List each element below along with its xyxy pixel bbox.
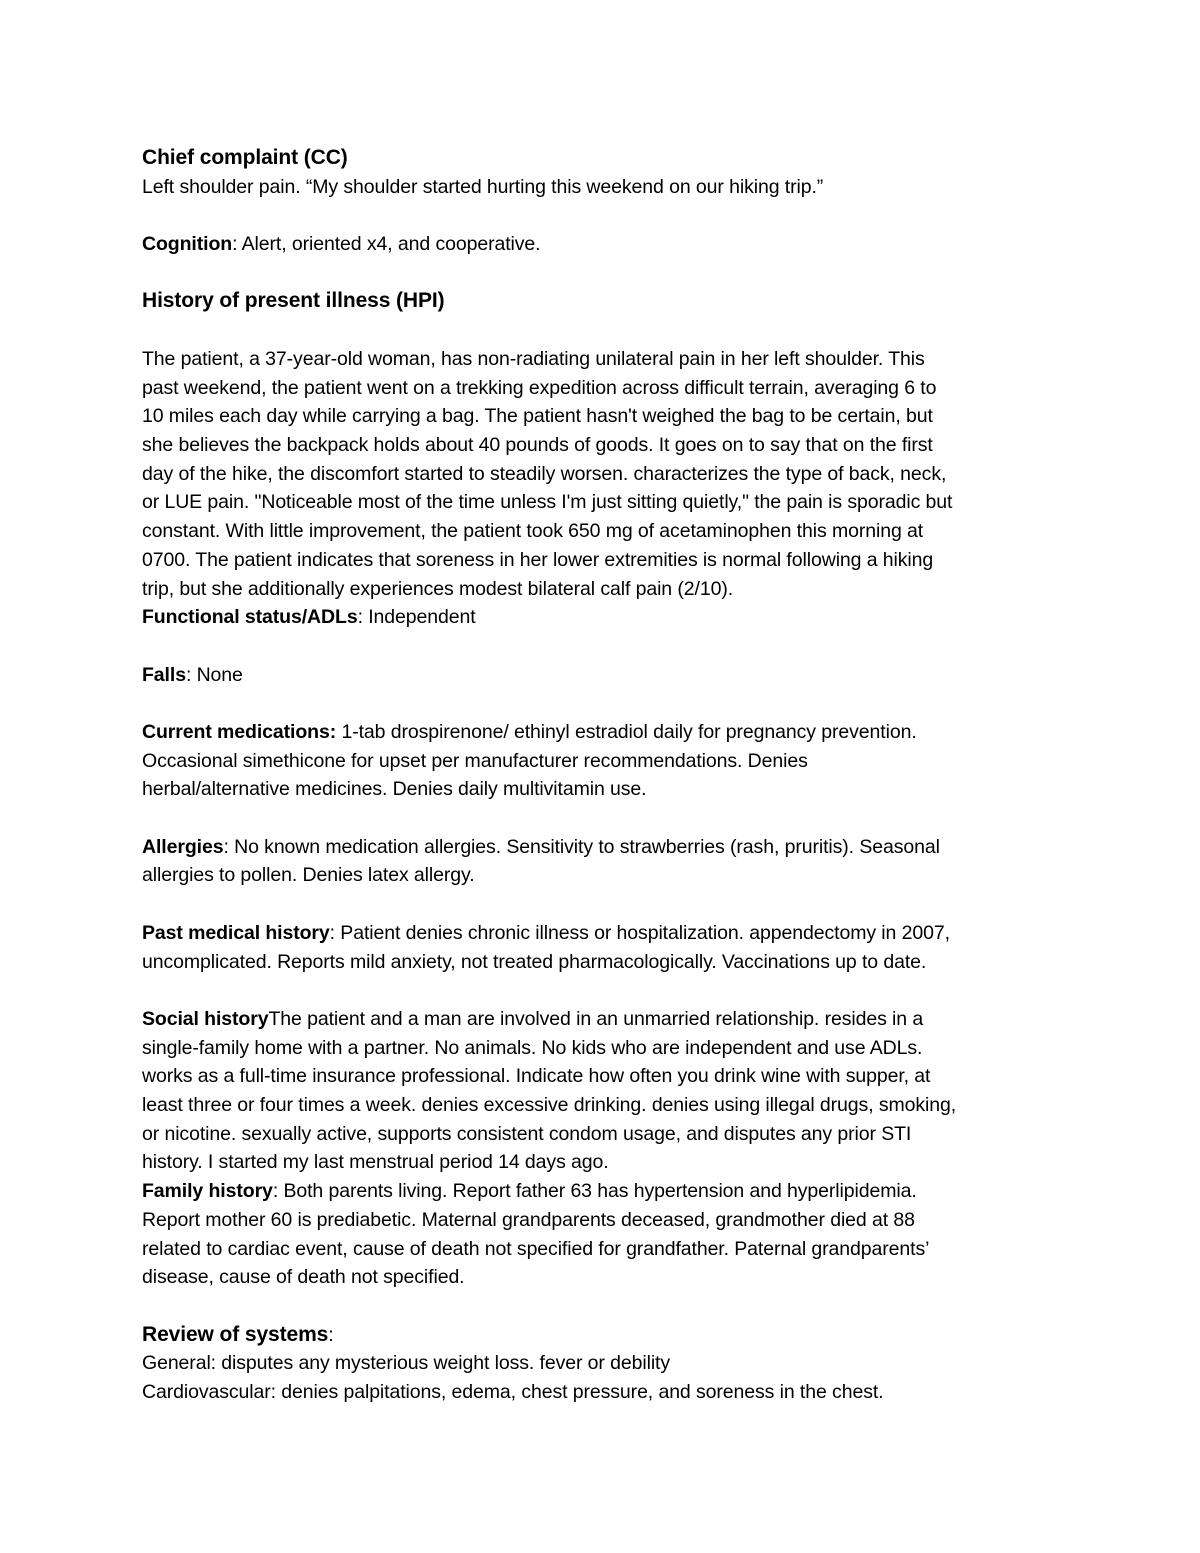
family-history-line [142, 1177, 1062, 1206]
hpi-line: or LUE pain. "Noticeable most of the time unless I'm just sitting quietly," the pain is sporadic but [142, 491, 953, 514]
review-of-systems-general: General: disputes any mysterious weight loss. fever or debility [142, 1352, 671, 1375]
chief-complaint-heading: Chief complaint (CC) [142, 146, 348, 169]
allergies-text: : No known medication allergies. Sensitivity to strawberries (rash, pruritis). Seasonal [223, 835, 940, 858]
past-medical-history-text: : Patient denies chronic illness or hospitalization. appendectomy in 2007, [329, 921, 950, 944]
review-of-systems-heading-line [142, 1321, 1062, 1350]
hpi-line: 10 miles each day while carrying a bag. The patient hasn't weighed the bag to be certain, but [142, 405, 933, 428]
social-history-continued: works as a full-time insurance professional. Indicate how often you drink wine with supper, at [142, 1065, 931, 1088]
family-history-continued: Report mother 60 is prediabetic. Maternal grandparents deceased, grandmother died at 88 [142, 1208, 915, 1231]
chief-complaint-text: Left shoulder pain. “My shoulder started hurting this weekend on our hiking trip.” [142, 175, 824, 198]
family-history-continued: related to cardiac event, cause of death not specified for grandfather. Paternal grandparents’ [142, 1237, 930, 1260]
past-medical-history-continued: uncomplicated. Reports mild anxiety, not treated pharmacologically. Vaccinations up to date. [142, 950, 927, 973]
review-of-systems-heading: Review of systems [142, 1322, 329, 1346]
functional-status-line [142, 603, 1062, 632]
spacer [142, 689, 1062, 718]
functional-status-label: Functional status/ADLs [142, 606, 358, 629]
hpi-line: day of the hike, the discomfort started to steadily worsen. characterizes the type of back, neck, [142, 462, 947, 485]
allergies-label: Allergies [142, 835, 224, 858]
medications-text: 1-tab drospirenone/ ethinyl estradiol daily for pregnancy prevention. [336, 720, 917, 743]
spacer [142, 976, 1062, 1005]
social-history-continued: least three or four times a week. denies excessive drinking. denies using illegal drugs, smoking, [142, 1094, 957, 1117]
medications-continued: Occasional simethicone for upset per manufacturer recommendations. Denies [142, 749, 808, 772]
spacer [142, 259, 1062, 288]
medications-line [142, 718, 1062, 747]
allergies-line [142, 833, 1062, 862]
past-medical-history-line [142, 919, 1062, 948]
social-history-continued: history. I started my last menstrual period 14 days ago. [142, 1151, 609, 1174]
spacer [142, 632, 1062, 661]
review-of-systems-cardiovascular: Cardiovascular: denies palpitations, edema, chest pressure, and soreness in the chest. [142, 1381, 884, 1404]
hpi-line: 0700. The patient indicates that soreness in her lower extremities is normal following a hiking [142, 548, 934, 571]
functional-status-text: : Independent [357, 606, 476, 629]
hpi-line: The patient, a 37-year-old woman, has non-radiating unilateral pain in her left shoulder. This [142, 347, 925, 370]
spacer [142, 1292, 1062, 1321]
cognition-label: Cognition [142, 233, 233, 256]
spacer [142, 201, 1062, 230]
social-history-line [142, 1005, 1062, 1034]
document-page [142, 144, 1062, 1407]
cognition-line [142, 230, 1062, 259]
spacer [142, 316, 1062, 345]
falls-line [142, 661, 1062, 690]
hpi-line: constant. With little improvement, the patient took 650 mg of acetaminophen this morning at [142, 520, 924, 543]
family-history-text: : Both parents living. Report father 63 has hypertension and hyperlipidemia. [272, 1180, 917, 1203]
social-history-label: Social history [142, 1007, 269, 1030]
medications-continued: herbal/alternative medicines. Denies daily multivitamin use. [142, 778, 647, 801]
falls-text: : None [185, 663, 243, 686]
allergies-continued: allergies to pollen. Denies latex allergy. [142, 864, 475, 887]
spacer [142, 804, 1062, 833]
social-history-text: The patient and a man are involved in an unmarried relationship. resides in a [268, 1007, 924, 1030]
hpi-line: trip, but she additionally experiences modest bilateral calf pain (2/10). [142, 577, 734, 600]
family-history-label: Family history [142, 1180, 273, 1203]
cognition-text: : Alert, oriented x4, and cooperative. [232, 233, 541, 256]
family-history-continued: disease, cause of death not specified. [142, 1266, 465, 1289]
hpi-line: she believes the backpack holds about 40 pounds of goods. It goes on to say that on the first [142, 433, 933, 456]
hpi-heading: History of present illness (HPI) [142, 289, 445, 313]
medications-label: Current medications: [142, 720, 337, 743]
spacer [142, 890, 1062, 919]
social-history-continued: single-family home with a partner. No animals. No kids who are independent and use ADLs. [142, 1036, 923, 1059]
social-history-continued: or nicotine. sexually active, supports consistent condom usage, and disputes any prior STI [142, 1122, 912, 1145]
review-of-systems-colon: : [328, 1323, 334, 1346]
falls-label: Falls [142, 663, 186, 686]
past-medical-history-label: Past medical history [142, 921, 330, 944]
hpi-line: past weekend, the patient went on a trekking expedition across difficult terrain, averaging 6 to [142, 376, 937, 399]
